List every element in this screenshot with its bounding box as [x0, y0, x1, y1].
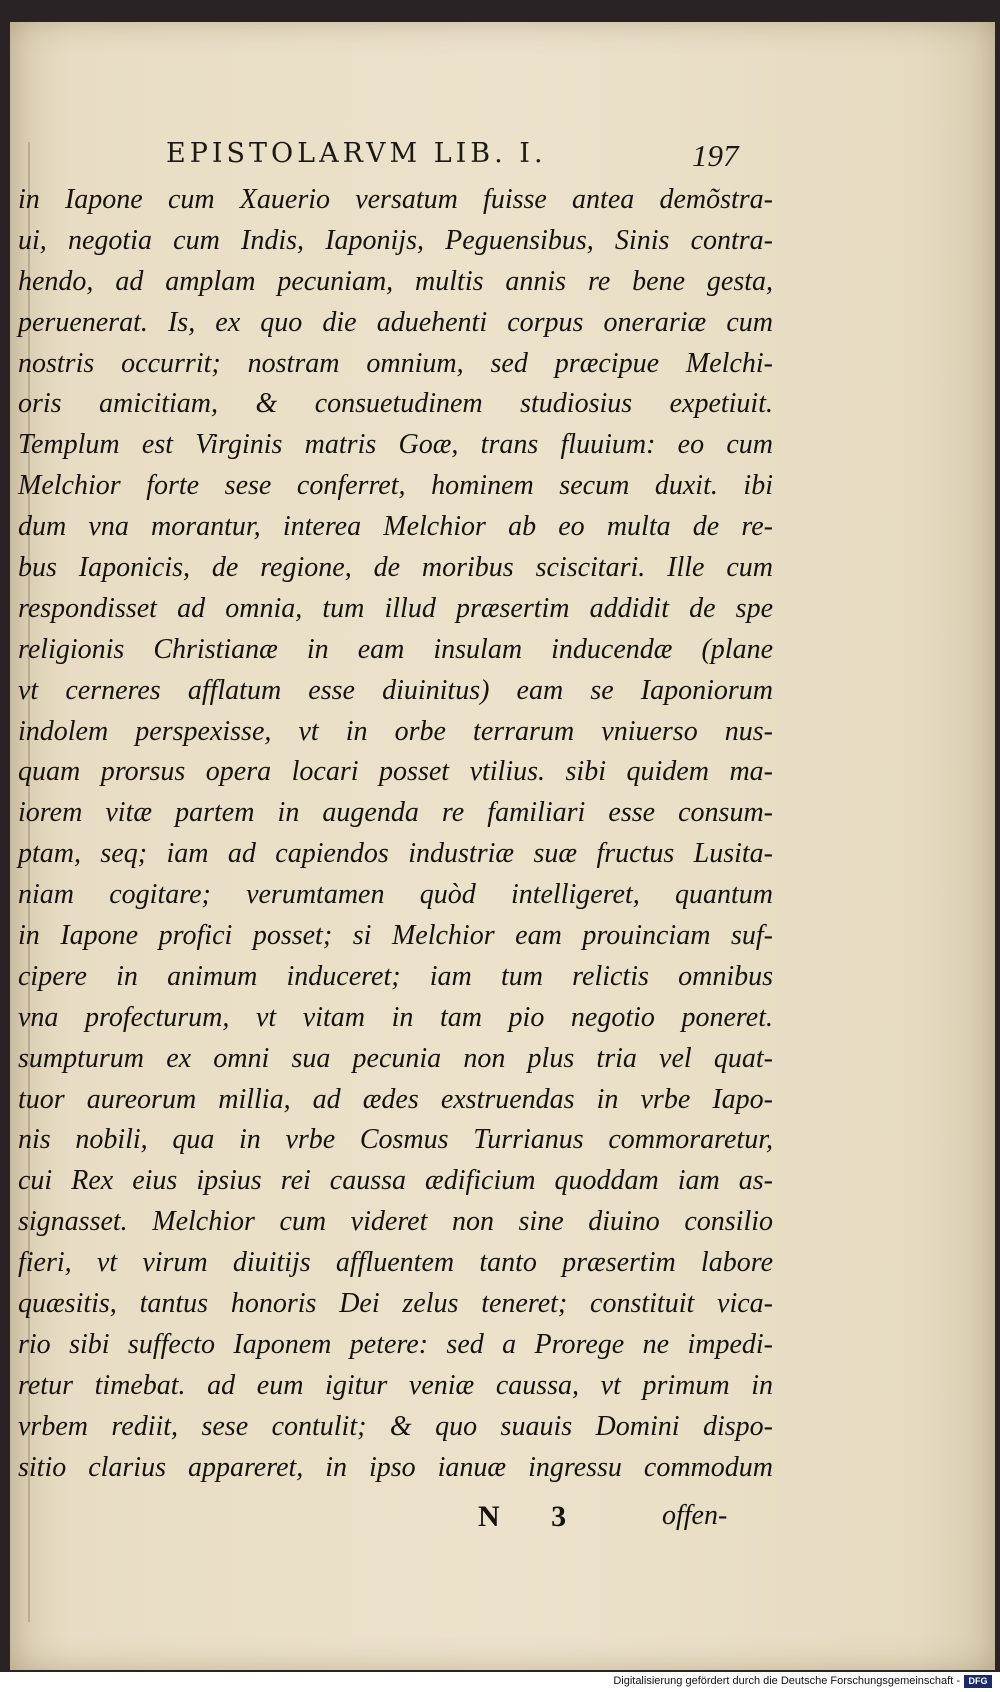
text-line: Melchior forte sese conferret, hominem secum duxit. ibi	[18, 470, 773, 502]
text-line: ui, negotia cum Indis, Iaponijs, Peguensibus, Sinis contra-	[18, 224, 773, 256]
text-line: ptam, seq; iam ad capiendos industriæ suæ fructus Lusita-	[18, 838, 773, 870]
text-line: cipere in animum induceret; iam tum relictis omnibus	[18, 960, 773, 992]
text-line: in Iapone cum Xauerio versatum fuisse antea demõstra-	[18, 184, 773, 215]
text-line: niam cogitare; verumtamen quòd intelligeret, quantum	[18, 879, 773, 911]
catchword: offen-	[662, 1500, 728, 1531]
text-line: sumpturum ex omni sua pecunia non plus tria vel quat-	[18, 1042, 773, 1074]
text-line: oris amicitiam, & consuetudinem studiosius expetiuit.	[18, 388, 773, 420]
book-page	[10, 22, 995, 1670]
text-line: Templum est Virginis matris Goæ, trans fluuium: eo cum	[18, 429, 773, 461]
text-line: hendo, ad amplam pecuniam, multis annis re bene gesta,	[18, 265, 773, 297]
text-line: quæsitis, tantus honoris Dei zelus teneret; constituit vica-	[18, 1288, 773, 1320]
text-line: in Iapone profici posset; si Melchior eam prouinciam suf-	[18, 920, 773, 952]
text-line: dum vna morantur, interea Melchior ab eo multa de re-	[18, 511, 773, 543]
text-line: fieri, vt virum diuitijs affluentem tanto præsertim labore	[18, 1247, 773, 1279]
credit-bar	[0, 1672, 1000, 1692]
funding-credit: Digitalisierung gefördert durch die Deutsche Forschungsgemeinschaft -	[613, 1675, 960, 1687]
text-line: signasset. Melchior cum videret non sine diuino consilio	[18, 1206, 773, 1238]
text-line: vrbem rediit, sese contulit; & quo suauis Domini dispo-	[18, 1410, 773, 1442]
running-head-title: EPISTOLARVM LIB. I.	[166, 138, 547, 169]
page-number: 197	[692, 138, 739, 173]
text-line: religionis Christianæ in eam insulam inducendæ (plane	[18, 633, 773, 665]
text-line: nostris occurrit; nostram omnium, sed præcipue Melchi-	[18, 347, 773, 379]
text-line: retur timebat. ad eum igitur veniæ caussa, vt primum in	[18, 1369, 773, 1401]
text-line: vna profecturum, vt vitam in tam pio negotio poneret.	[18, 1001, 773, 1033]
text-line: peruenerat. Is, ex quo die aduehenti corpus onerariæ cum	[18, 306, 773, 338]
text-line: respondisset ad omnia, tum illud præsertim addidit de spe	[18, 592, 773, 624]
text-line: quam prorsus opera locari posset vtilius. sibi quidem ma-	[18, 756, 773, 788]
text-line: indolem perspexisse, vt in orbe terrarum vniuerso nus-	[18, 715, 773, 747]
signature-mark: N 3	[478, 1500, 589, 1533]
text-line: nis nobili, qua in vrbe Cosmus Turrianus commoraretur,	[18, 1124, 773, 1156]
body-text	[18, 180, 773, 1489]
text-line: iorem vitæ partem in augenda re familiari esse consum-	[18, 797, 773, 829]
dfg-logo: DFG	[964, 1675, 992, 1688]
text-line: rio sibi suffecto Iaponem petere: sed a Prorege ne impedi-	[18, 1328, 773, 1360]
running-head	[10, 138, 995, 178]
text-line: tuor aureorum millia, ad ædes exstruendas in vrbe Iapo-	[18, 1083, 773, 1115]
text-line: sitio clarius appareret, in ipso ianuæ ingressu commodum	[18, 1451, 773, 1483]
text-line: vt cerneres afflatum esse diuinitus) eam se Iaponiorum	[18, 674, 773, 706]
text-line: bus Iaponicis, de regione, de moribus sciscitari. Ille cum	[18, 552, 773, 584]
text-line: cui Rex eius ipsius rei caussa ædificium quoddam iam as-	[18, 1165, 773, 1197]
